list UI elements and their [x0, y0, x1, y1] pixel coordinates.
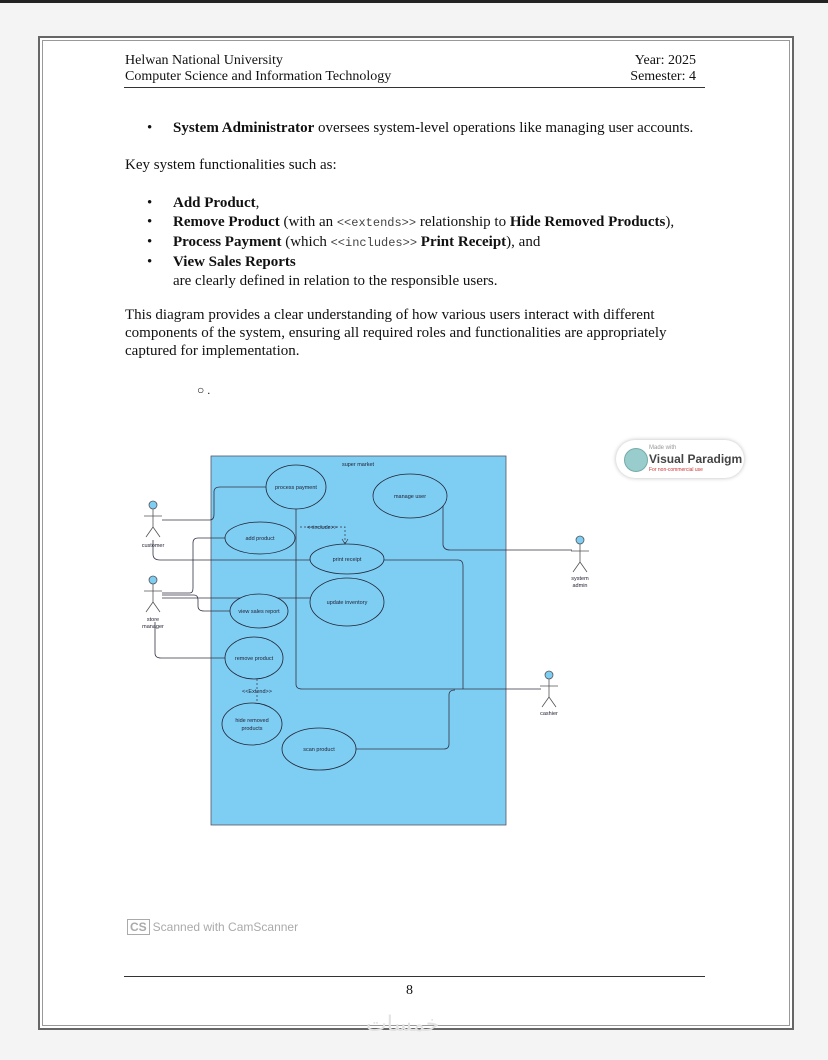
uc-label: hide removed: [235, 718, 269, 724]
actor-body: [144, 509, 162, 537]
actor-body: [540, 679, 558, 707]
bold-text: Add Product: [173, 195, 256, 211]
items-tail: are clearly defined in relation to the responsible users.: [173, 273, 498, 289]
system-label: super market: [341, 462, 375, 468]
uc-label: process payment: [275, 485, 317, 491]
bold-text: Remove Product: [173, 214, 280, 230]
text: oversees system-level operations like managing user accounts.: [314, 120, 694, 136]
actor-body: [571, 544, 589, 572]
actor-label-admin: admin: [572, 583, 588, 589]
key-intro: Key system functionalities such as:: [125, 157, 337, 173]
actor-store-manager: [144, 576, 162, 612]
actor-label-manager: manager: [142, 624, 164, 630]
vp-main: Visual Paradigm: [649, 452, 743, 466]
uc-label: manage user: [393, 494, 427, 500]
camscanner-watermark: [127, 920, 298, 934]
bold-text: View Sales Reports: [173, 254, 296, 270]
semester: Semester: 4: [630, 69, 696, 84]
summary-paragraph: This diagram provides a clear understanding of how various users interact with different components of the system, ensuring all required roles and functionalities are appropriately captured for implementation.: [125, 307, 667, 359]
actor-label-cashier: cashier: [540, 711, 558, 717]
text: (which: [281, 234, 331, 250]
actor-body: [144, 584, 162, 612]
uc-label: scan product: [303, 747, 335, 753]
department-name: Computer Science and Information Technology: [125, 69, 392, 84]
uc-label: update inventory: [326, 600, 368, 606]
code-text: <<extends>>: [336, 216, 417, 230]
bold-text: Print Receipt: [417, 234, 507, 250]
actor-cashier: [540, 671, 558, 707]
actor-head: [576, 536, 584, 544]
text: (with an: [279, 214, 337, 230]
bold-text: Process Payment: [173, 234, 282, 250]
actor-system-admin: [571, 536, 589, 572]
camscanner-text: Scanned with CamScanner: [152, 920, 299, 934]
visual-paradigm-badge: [616, 440, 744, 478]
actor-label-system: system: [571, 576, 589, 582]
uc-label: print receipt: [332, 557, 362, 563]
vp-bottom: For non-commercial use: [649, 467, 703, 473]
uc-label: remove product: [234, 656, 274, 662]
text: ),: [665, 214, 675, 230]
code-text: <<includes>>: [330, 236, 418, 250]
text: ,: [255, 195, 260, 211]
actor-head: [545, 671, 553, 679]
globe-icon: [624, 448, 648, 472]
actor-head: [149, 576, 157, 584]
uc-label: view sales report: [238, 609, 280, 615]
text: relationship to: [416, 214, 510, 230]
page-number: 8: [406, 983, 413, 998]
uc-label: add product: [245, 536, 275, 542]
bold-text: Hide Removed Products: [509, 214, 666, 230]
include-label: <<include>>: [306, 525, 338, 531]
university-name: Helwan National University: [125, 53, 283, 68]
use-case-hide-removed-products: [222, 703, 282, 745]
actor-label-customer: customer: [141, 543, 165, 549]
extend-label: <<Extend>>: [242, 689, 272, 695]
year: Year: 2025: [634, 53, 696, 68]
actor-head: [149, 501, 157, 509]
uc-label: products: [241, 726, 263, 732]
site-watermark: خمسات: [366, 1012, 440, 1037]
actor-label-store: store: [146, 617, 160, 623]
footer-divider: [124, 976, 705, 977]
camscanner-logo: CS: [127, 919, 150, 935]
vp-top: Made with: [649, 445, 677, 451]
text: ), and: [506, 234, 541, 250]
actor-customer: [144, 501, 162, 537]
stray-marks: ○ .: [197, 383, 211, 397]
bold-text: System Administrator: [173, 120, 315, 136]
